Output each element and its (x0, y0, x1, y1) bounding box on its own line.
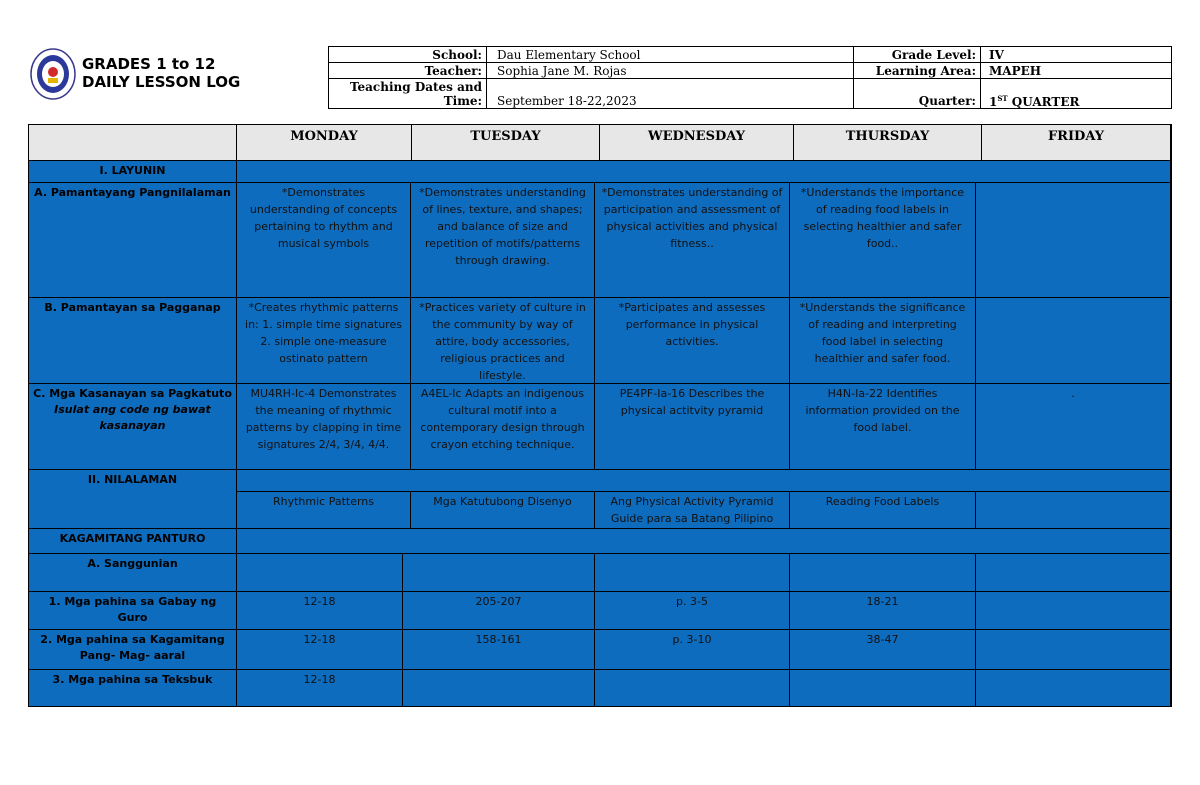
row-b-monday: *Creates rhythmic patterns in: 1. simple time signatures 2. simple one-measure ostinato pattern (237, 298, 411, 384)
sanggunian-wednesday (595, 554, 790, 592)
dates-label (329, 80, 482, 108)
learning-area-label: Learning Area: (875, 64, 976, 78)
row-b-friday (976, 298, 1171, 384)
teacher-value: Sophia Jane M. Rojas (497, 64, 627, 78)
row-a-friday (976, 183, 1171, 298)
row-a-tuesday: *Demonstrates understanding of lines, texture, and shapes; and balance of size and repetition of motifs/patterns through drawing. (411, 183, 595, 298)
deped-seal-logo (30, 48, 76, 100)
teksbuk-monday: 12-18 (237, 670, 403, 707)
quarter-value: 1ST QUARTER (989, 94, 1080, 109)
row-b-tuesday: *Practices variety of culture in the community by way of attire, body accessories, religious practices and lifestyle. (411, 298, 595, 384)
day-header-wednesday: WEDNESDAY (600, 125, 794, 161)
row-c-wednesday: PE4PF-Ia-16 Describes the physical actitvity pyramid (595, 384, 790, 470)
sanggunian-thursday (790, 554, 976, 592)
section-kagamitang-span (237, 529, 1171, 554)
row-sanggunian-label: A. Sanggunian (29, 554, 237, 592)
sanggunian-monday (237, 554, 403, 592)
row-a-monday: *Demonstrates understanding of concepts pertaining to rhythm and musical symbols (237, 183, 411, 298)
dates-label-line-2: Time: (443, 94, 482, 108)
teksbuk-thursday (790, 670, 976, 707)
kagamitan-monday: 12-18 (237, 630, 403, 670)
gabay-tuesday: 205-207 (403, 592, 595, 630)
row-b-label: B. Pamantayan sa Pagganap (29, 298, 237, 384)
gabay-wednesday: p. 3-5 (595, 592, 790, 630)
teksbuk-tuesday (403, 670, 595, 707)
nilalaman-monday: Rhythmic Patterns (237, 492, 411, 529)
dates-label-line-1: Teaching Dates and (349, 80, 482, 94)
nilalaman-thursday: Reading Food Labels (790, 492, 976, 529)
sanggunian-friday (976, 554, 1171, 592)
teacher-label: Teacher: (424, 64, 482, 78)
grade-level-value: IV (989, 48, 1004, 62)
kagamitan-wednesday: p. 3-10 (595, 630, 790, 670)
kagamitan-friday (976, 630, 1171, 670)
row-c-tuesday: A4EL-Ic Adapts an indigenous cultural motif into a contemporary design through crayon etching technique. (411, 384, 595, 470)
school-label: School: (432, 48, 482, 62)
day-header-friday: FRIDAY (982, 125, 1171, 161)
section-nilalaman: II. NILALAMAN (29, 470, 237, 529)
kagamitan-thursday: 38-47 (790, 630, 976, 670)
dates-value: September 18-22,2023 (497, 94, 637, 108)
gabay-friday (976, 592, 1171, 630)
section-layunin-span (237, 161, 1171, 183)
teksbuk-friday (976, 670, 1171, 707)
nilalaman-wednesday: Ang Physical Activity Pyramid Guide para sa Batang Pilipino (595, 492, 790, 529)
nilalaman-friday (976, 492, 1171, 529)
quarter-label: Quarter: (918, 94, 976, 108)
learning-area-value: MAPEH (989, 64, 1042, 78)
row-c-label-main: C. Mga Kasanayan sa Pagkatuto (33, 387, 232, 400)
row-b-thursday: *Understands the significance of reading and interpreting food label in selecting healthier and safer food. (790, 298, 976, 384)
title-line-1: GRADES 1 to 12 (82, 55, 216, 73)
grade-level-label-text: Grade Level: (891, 48, 976, 62)
row-c-monday: MU4RH-Ic-4 Demonstrates the meaning of rhythmic patterns by clapping in time signatures 2/4, 3/4, 4/4. (237, 384, 411, 470)
row-a-label: A. Pamantayang Pangnilalaman (29, 183, 237, 298)
row-gabay-label: 1. Mga pahina sa Gabay ng Guro (29, 592, 237, 630)
row-c-label-sub: Isulat ang code ng bawat kasanayan (54, 403, 211, 432)
row-b-wednesday: *Participates and assesses performance in physical activities. (595, 298, 790, 384)
section-layunin: I. LAYUNIN (29, 161, 237, 183)
day-header-tuesday: TUESDAY (412, 125, 600, 161)
row-kagamitan-label: 2. Mga pahina sa Kagamitang Pang- Mag- aaral (29, 630, 237, 670)
gabay-monday: 12-18 (237, 592, 403, 630)
kagamitan-tuesday: 158-161 (403, 630, 595, 670)
teksbuk-wednesday (595, 670, 790, 707)
lesson-log-table (28, 124, 1172, 707)
corner-cell (29, 125, 237, 161)
title-line-2: DAILY LESSON LOG (82, 73, 241, 91)
day-header-monday: MONDAY (237, 125, 412, 161)
header-info-table (328, 46, 1172, 109)
row-c-friday: . (976, 384, 1171, 470)
row-a-wednesday: *Demonstrates understanding of participation and assessment of physical activities and physical fitness.. (595, 183, 790, 298)
school-value: Dau Elementary School (497, 48, 641, 62)
row-c-label (29, 384, 237, 470)
row-a-thursday: *Understands the importance of reading food labels in selecting healthier and safer food.. (790, 183, 976, 298)
nilalaman-tuesday: Mga Katutubong Disenyo (411, 492, 595, 529)
section-kagamitang-panturo: KAGAMITANG PANTURO (29, 529, 237, 554)
day-header-thursday: THURSDAY (794, 125, 982, 161)
sanggunian-tuesday (403, 554, 595, 592)
row-c-thursday: H4N-Ia-22 Identifies information provided on the food label. (790, 384, 976, 470)
row-teksbuk-label: 3. Mga pahina sa Teksbuk (29, 670, 237, 707)
document-title (82, 55, 240, 91)
gabay-thursday: 18-21 (790, 592, 976, 630)
section-nilalaman-span (237, 470, 1171, 492)
